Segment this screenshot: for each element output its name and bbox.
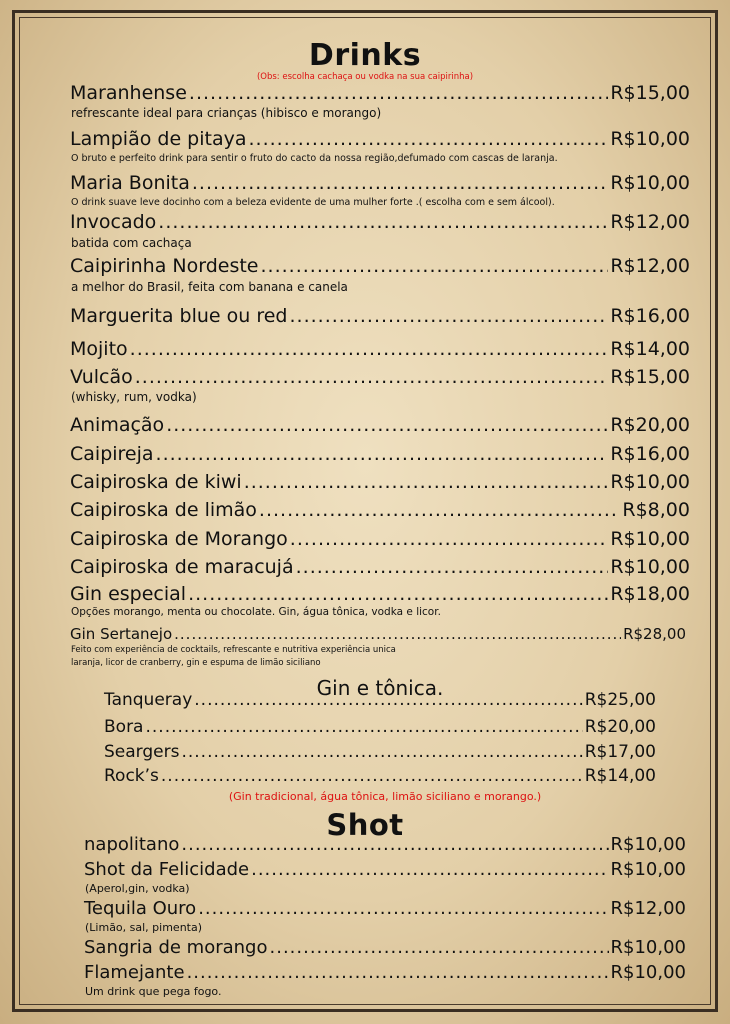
drinks-note: (Obs: escolha cachaça ou vodka na sua caipirinha) [256, 72, 474, 82]
menu-item-caipireja [70, 443, 690, 465]
menu-item-invocado [70, 211, 690, 233]
item-name: Maranhense [70, 82, 187, 104]
item-name: Flamejante [84, 962, 185, 983]
item-name: Rock’s [104, 766, 159, 786]
item-description: Um drink que pega fogo. [85, 985, 222, 998]
menu-item-shot-da-felicidade [84, 859, 686, 880]
item-price: R$10,00 [610, 556, 690, 578]
item-description: Opções morango, menta ou chocolate. Gin, água tônica, vodka e licor. [71, 606, 441, 618]
drinks-title: Drinks [308, 38, 422, 73]
item-description: refrescante ideal para crianças (hibisco e morango) [71, 106, 382, 120]
menu-item-caipirinha-nordeste [70, 255, 690, 277]
item-price: R$10,00 [610, 528, 690, 550]
item-price: R$10,00 [610, 128, 690, 150]
item-name: Caipiroska de Morango [70, 528, 288, 550]
item-price: R$15,00 [610, 82, 690, 104]
item-name: Caipirinha Nordeste [70, 255, 259, 277]
item-price: R$16,00 [610, 305, 690, 327]
menu-item-gin-especial [70, 583, 690, 605]
item-description: batida com cachaça [71, 236, 192, 250]
menu-item-caipiroska-limao [70, 499, 690, 521]
item-name: Animação [70, 414, 165, 436]
item-price: R$10,00 [610, 172, 690, 194]
item-price: R$12,00 [610, 255, 690, 277]
item-name: Caipiroska de kiwi [70, 471, 242, 493]
item-description: (Aperol,gin, vodka) [85, 882, 190, 895]
menu-item-tequila-ouro [84, 898, 686, 919]
menu-item-marguerita [70, 305, 690, 327]
item-name: Gin especial [70, 583, 187, 605]
item-name: Caipiroska de limão [70, 499, 257, 521]
item-name: Caipiroska de maracujá [70, 556, 294, 578]
item-price: R$20,00 [584, 717, 656, 737]
shot-title: Shot [326, 808, 404, 842]
item-name: Lampião de pitaya [70, 128, 247, 150]
item-description: (whisky, rum, vodka) [71, 390, 197, 404]
menu-item-caipiroska-maracuja [70, 556, 690, 578]
item-price: R$10,00 [610, 834, 686, 855]
menu-item-tanqueray [104, 690, 656, 710]
item-price: R$12,00 [610, 211, 690, 233]
menu-item-animacao [70, 414, 690, 436]
item-price: R$10,00 [610, 859, 686, 880]
menu-item-napolitano [84, 834, 686, 855]
menu-item-mojito [70, 338, 690, 360]
item-name: Marguerita blue ou red [70, 305, 288, 327]
item-price: R$16,00 [610, 443, 690, 465]
item-name: Gin Sertanejo [70, 625, 173, 643]
item-name: Mojito [70, 338, 128, 360]
item-name: Tequila Ouro [84, 898, 197, 919]
item-name: Invocado [70, 211, 157, 233]
menu-item-sangria-de-morango [84, 937, 686, 958]
menu-item-gin-sertanejo [70, 625, 686, 643]
menu-item-caipiroska-morango [70, 528, 690, 550]
item-price: R$12,00 [610, 898, 686, 919]
item-name: Shot da Felicidade [84, 859, 250, 880]
menu-item-vulcao [70, 366, 690, 388]
item-name: Vulcão [70, 366, 133, 388]
item-price: R$25,00 [584, 690, 656, 710]
item-description: Feito com experiência de cocktails, refrescante e nutritiva experiência unica [71, 645, 396, 655]
item-name: Seargers [104, 742, 180, 762]
item-price: R$14,00 [584, 766, 656, 786]
menu-item-bora [104, 717, 656, 737]
menu-item-caipiroska-kiwi [70, 471, 690, 493]
menu-item-maria-bonita [70, 172, 690, 194]
menu-item-flamejante [84, 962, 686, 983]
menu-item-rocks [104, 766, 656, 786]
item-name: Tanqueray [104, 690, 193, 710]
item-price: R$15,00 [610, 366, 690, 388]
item-name: Caipireja [70, 443, 154, 465]
menu-item-seargers [104, 742, 656, 762]
item-price: R$10,00 [610, 937, 686, 958]
item-price: R$18,00 [610, 583, 690, 605]
item-price: R$14,00 [610, 338, 690, 360]
gin-tonica-note: (Gin tradicional, água tônica, limão siciliano e morango.) [228, 790, 542, 803]
menu-item-maranhense [70, 82, 690, 104]
item-name: Maria Bonita [70, 172, 190, 194]
item-price: R$20,00 [610, 414, 690, 436]
item-price: R$17,00 [584, 742, 656, 762]
item-name: Bora [104, 717, 144, 737]
item-description: O drink suave leve docinho com a beleza evidente de uma mulher forte .( escolha com e sem álcool). [71, 197, 555, 208]
item-price: R$28,00 [623, 625, 686, 643]
item-description-line2: laranja, licor de cranberry, gin e espuma de limão siciliano [71, 658, 321, 668]
item-name: Sangria de morango [84, 937, 268, 958]
item-description: O bruto e perfeito drink para sentir o fruto do cacto da nossa região,defumado com cascas de laranja. [71, 153, 558, 164]
item-description: (Limão, sal, pimenta) [85, 921, 203, 934]
item-description: a melhor do Brasil, feita com banana e canela [71, 280, 348, 294]
item-price: R$10,00 [610, 471, 690, 493]
gin-tonica-title: Gin e tônica. [316, 676, 444, 700]
item-price: R$8,00 [622, 499, 690, 521]
item-name: napolitano [84, 834, 180, 855]
menu-item-lampiao-de-pitaya [70, 128, 690, 150]
item-price: R$10,00 [610, 962, 686, 983]
